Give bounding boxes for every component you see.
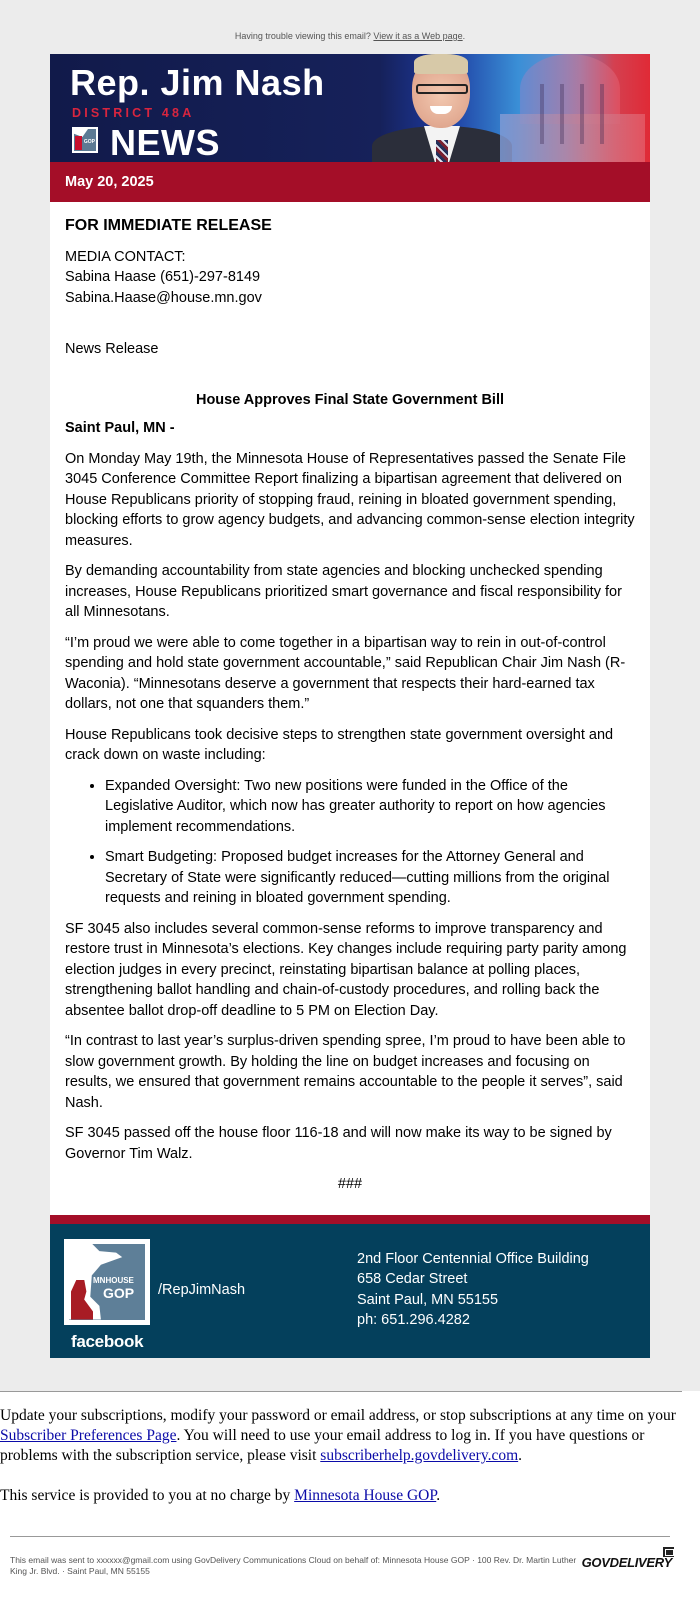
- mn-house-gop-logo[interactable]: [64, 1239, 150, 1325]
- text: This service is provided to you at no charge by: [0, 1487, 295, 1504]
- address-line: Saint Paul, MN 55155: [357, 1291, 499, 1308]
- provider-info: [0, 1486, 700, 1506]
- article-title: House Approves Final State Government Bill: [195, 391, 505, 408]
- release-heading: FOR IMMEDIATE RELEASE: [65, 217, 272, 234]
- minnesota-map-icon: [69, 1244, 145, 1320]
- facebook-handle-link[interactable]: /RepJimNash: [158, 1281, 246, 1298]
- legal-text: This email was sent to xxxxxx@gmail.com using GovDelivery Communications Cloud on behalf of: Minnesota House GOP · 100 Rev. Dr. Martin Luther King Jr. Blvd. · Saint Paul, MN 55155: [10, 1555, 577, 1576]
- mn-gop-logo-icon: [72, 127, 98, 153]
- text: .: [436, 1487, 441, 1504]
- subscription-info: [0, 1406, 700, 1466]
- banner-district: DISTRICT 48A: [72, 106, 195, 120]
- text: .: [518, 1447, 523, 1464]
- measures-list: [105, 776, 635, 909]
- logo-gop-text: GOP: [103, 1284, 135, 1301]
- media-contact: [65, 247, 635, 309]
- phone-line: ph: 651.296.4282: [357, 1312, 470, 1328]
- capitol-building-image: [490, 54, 650, 162]
- text: . You will need to use your email address to log in. If you have questions or problems with the subscription service, please visit: [0, 1427, 645, 1464]
- paragraph: SF 3045 also includes several common-sense reforms to improve transparency and restore trust in Minnesota’s elections. Key changes include requiring party parity among election judges in every precinct, reinstating bipartisan balance at polling places, strengthening ballot handling and chain-of-custody procedures, and rolling back the absentee ballot drop-off deadline to 5 PM on Election Day.: [65, 920, 627, 1019]
- address-line: 2nd Floor Centennial Office Building: [357, 1250, 589, 1267]
- subscriber-help-link[interactable]: subscriberhelp.govdelivery.com: [320, 1447, 519, 1464]
- banner-title: Rep. Jim Nash: [70, 62, 325, 103]
- logo-text: GOP: [83, 139, 95, 145]
- contact-name-phone: Sabina Haase (651)-297-8149: [65, 269, 261, 285]
- govdelivery-logo[interactable]: GOVDELIVERY: [581, 1555, 672, 1570]
- header-banner: [50, 54, 650, 162]
- email-container: [50, 54, 650, 1358]
- release-type: News Release: [65, 341, 159, 357]
- quote-paragraph: “In contrast to last year’s surplus-driven spending spree, I’m proud to have been able to slow government growth. By holding the line on budget increases and focusing on results, we ensured that government remains accountable to the people it serves”, said Nash.: [65, 1033, 626, 1111]
- minnesota-house-gop-link[interactable]: Minnesota House GOP: [294, 1487, 437, 1504]
- preheader-text: Having trouble viewing this email?: [234, 31, 371, 41]
- contact-footer: [50, 1215, 650, 1358]
- press-release-body: [50, 202, 650, 1215]
- subscription-text: [0, 1392, 700, 1506]
- view-web-page-link[interactable]: View it as a Web page: [373, 31, 463, 41]
- subscription-footer: [0, 1391, 700, 1597]
- list-item: • Smart Budgeting: Proposed budget increases for the Attorney General and Secretary of State were significantly reduced—cutting millions from the original requests and reining in bloated government spending.: [105, 847, 635, 909]
- paragraph: By demanding accountability from state agencies and blocking unchecked spending increases, House Republicans prioritized smart governance and fiscal responsibility for all Minnesotans.: [65, 563, 622, 620]
- banner-news: NEWS: [110, 122, 220, 162]
- paragraph: SF 3045 passed off the house floor 116-18 and will now make its way to be signed by Governor Tim Walz.: [65, 1125, 612, 1162]
- text: Update your subscriptions, modify your password or email address, or stop subscriptions at any time on your: [0, 1407, 676, 1424]
- preheader: [0, 31, 700, 41]
- end-mark: ###: [337, 1176, 363, 1192]
- release-date: May 20, 2025: [65, 174, 154, 190]
- logo-mnhouse-text: MNHOUSE: [93, 1275, 134, 1285]
- contact-label: MEDIA CONTACT:: [65, 248, 186, 265]
- facebook-icon[interactable]: facebook: [71, 1331, 144, 1351]
- paragraph: House Republicans took decisive steps to strengthen state government oversight and crack down on waste including:: [65, 726, 614, 763]
- office-address: [357, 1249, 589, 1331]
- dateline: Saint Paul, MN -: [65, 420, 175, 436]
- list-item: • Expanded Oversight: Two new positions were funded in the Office of the Legislative Auditor, which now has greater authority to report on how agencies implement recommendations.: [105, 776, 635, 838]
- paragraph: On Monday May 19th, the Minnesota House of Representatives passed the Senate File 3045 Conference Committee Report finalizing a bipartisan agreement that delivered on House Republicans priority of stopping fraud, reining in bloated government spending, blocking efforts to grow agency budgets, and advancing common-sense election integrity measures.: [65, 450, 635, 549]
- contact-email: Sabina.Haase@house.mn.gov: [65, 289, 262, 306]
- quote-paragraph: “I’m proud we were able to come together in a bipartisan way to rein in out-of-control spending and hold state government accountable,” said Republican Chair Jim Nash (R-Waconia). “Minnesotans deserve a government that respects their hard-earned tax dollars, not one that squanders them.”: [65, 634, 626, 712]
- address-line: 658 Cedar Street: [357, 1271, 468, 1287]
- subscriber-preferences-link[interactable]: Subscriber Preferences Page: [0, 1427, 177, 1444]
- date-bar: [50, 162, 650, 202]
- legal-footer: [0, 1537, 700, 1597]
- preheader-suffix: .: [462, 31, 466, 41]
